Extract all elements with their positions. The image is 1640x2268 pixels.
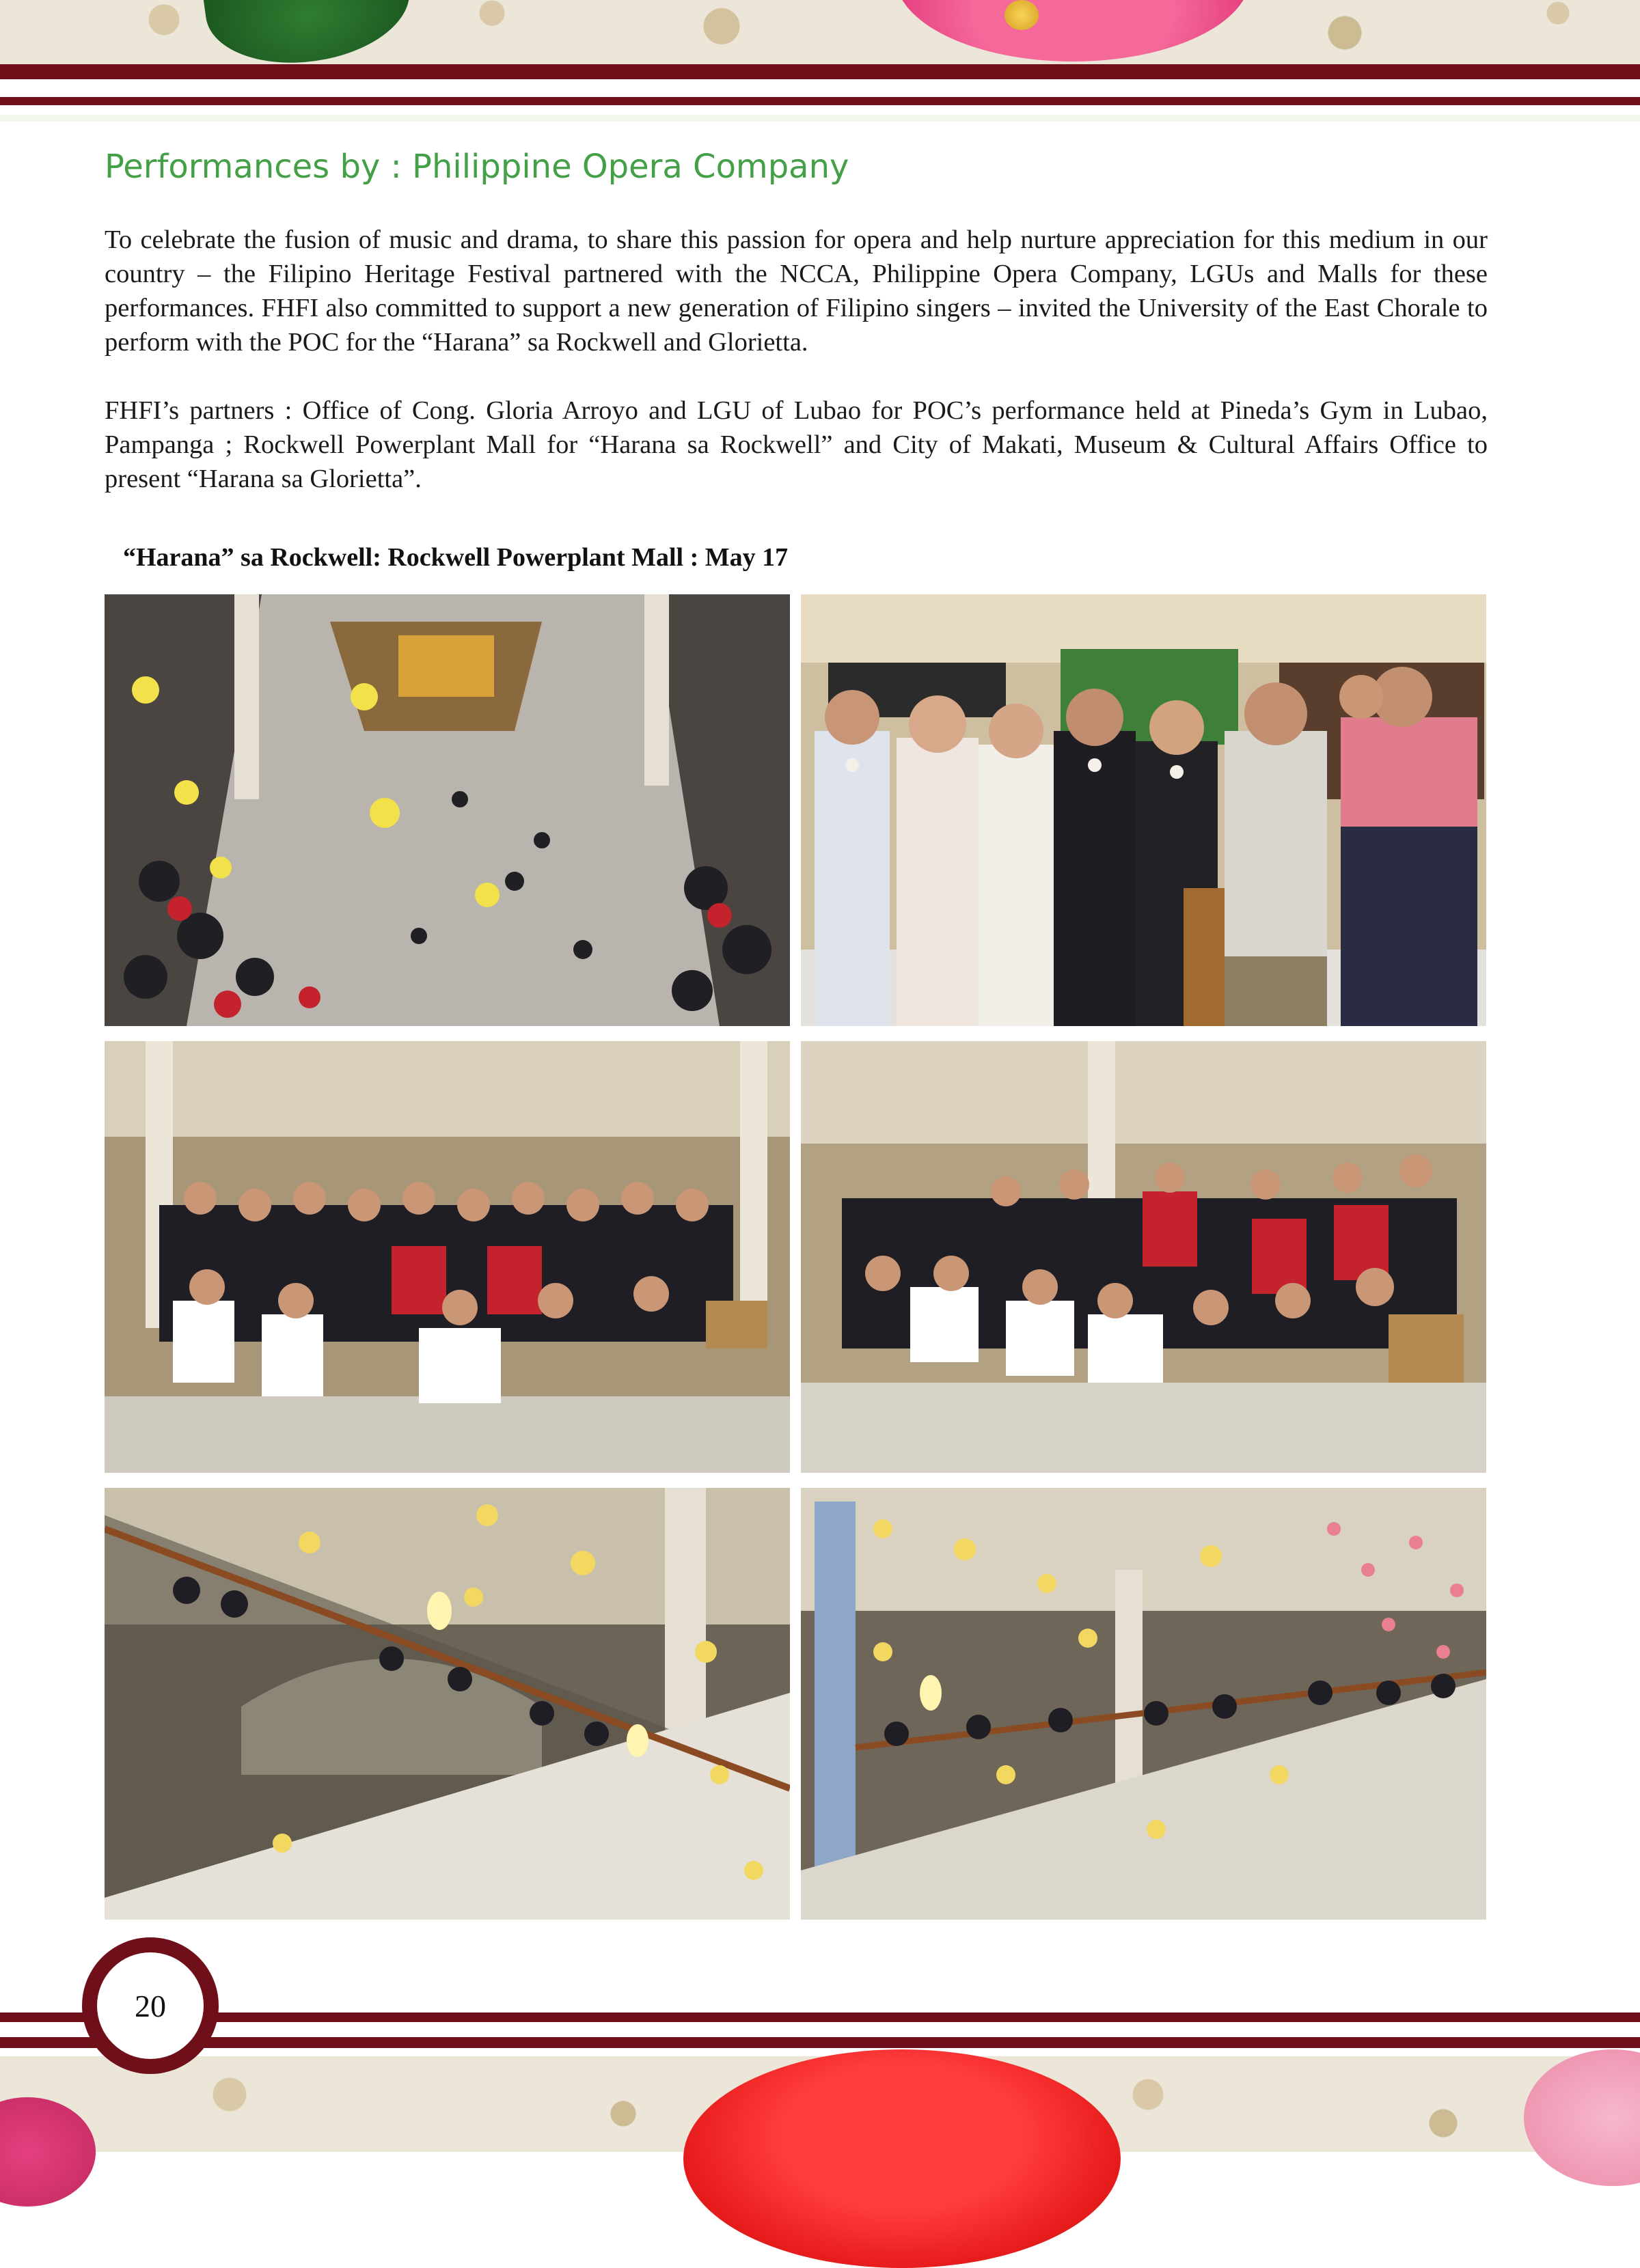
page-number-badge (82, 1937, 219, 2074)
photo-group-seated-side (801, 1041, 1486, 1473)
photo-group-posing (801, 594, 1486, 1026)
footer-stripe-bottom (0, 2037, 1640, 2048)
page-number: 20 (97, 1952, 204, 2059)
photo-atrium-crowd (105, 594, 790, 1026)
photo-caption: “Harana” sa Rockwell: Rockwell Powerplant Mall : May 17 (123, 543, 789, 572)
flower-stamen-decoration (1004, 0, 1039, 30)
photo-balcony-crowd (801, 1488, 1486, 1920)
section-title: Performances by : Philippine Opera Company (105, 148, 849, 186)
header-stripe-thin (0, 97, 1640, 105)
footer-stripe-top (0, 2013, 1640, 2022)
partners-paragraph: FHFI’s partners : Office of Cong. Gloria Arroyo and LGU of Lubao for POC’s performance held at Pineda’s Gym in Lubao, Pampanga ; Rockwell Powerplant Mall for “Harana sa Rockwell” and City of Makati, Museum & Cultural Affairs Office to present “Harana sa Glorietta”. (105, 396, 1488, 493)
hibiscus-flower-bottom (683, 2049, 1121, 2268)
header-stripe (0, 64, 1640, 79)
photo-balcony-upper (105, 1488, 790, 1920)
photo-group-seated-front (105, 1041, 790, 1473)
intro-paragraph: To celebrate the fusion of music and drama, to share this passion for opera and help nurture appreciation for this medium in our country – the Filipino Heritage Festival partnered with the NCCA, Philippine Opera Company, LGUs and Malls for these performances. FHFI also committed to support a new generation of Filipino singers – invited the University of the East Chorale to perform with the POC for the “Harana” sa Rockwell and Glorietta. (105, 225, 1488, 357)
header-divider (0, 115, 1640, 122)
